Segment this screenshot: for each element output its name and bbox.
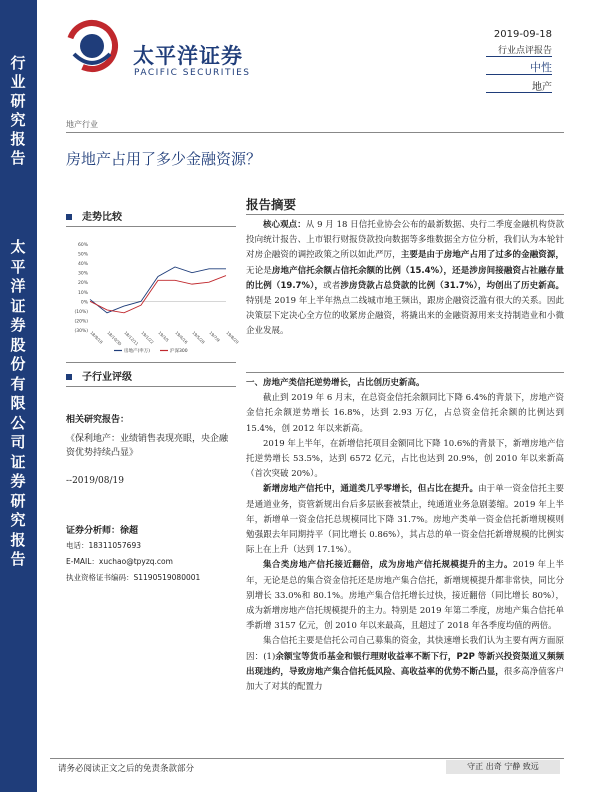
sidebar-band xyxy=(0,0,37,792)
brand-name-en: PACIFIC SECURITIES xyxy=(134,68,251,78)
section1-body xyxy=(246,376,564,695)
x-tick-label: 19/3/5 xyxy=(157,330,170,343)
x-tick-label: 19/1/22 xyxy=(140,330,155,345)
series-line xyxy=(90,267,226,313)
report-date: 2019-09-18 xyxy=(493,29,552,40)
footer-disclaimer: 请务必阅读正文之后的免责条款部分 xyxy=(58,764,195,774)
chart-divider xyxy=(66,362,236,363)
sidebar-label-report-type: 行业研究报告 xyxy=(10,54,26,167)
meta-divider xyxy=(486,92,552,93)
x-tick-label: 19/8/20 xyxy=(225,330,240,345)
related-report: 《保利地产：业绩销售表现亮眼，央企融资优势持续凸显》 xyxy=(66,434,229,458)
trend-heading: 走势比较 xyxy=(66,208,122,223)
industry-rating: 中性 xyxy=(530,61,552,74)
y-tick-label: (10%) xyxy=(74,309,88,315)
x-tick-label: 19/7/9 xyxy=(208,330,221,343)
x-tick-label: 19/5/28 xyxy=(191,330,206,345)
report-type: 行业点评报告 xyxy=(497,46,552,56)
y-tick-label: (30%) xyxy=(74,329,88,334)
section-divider xyxy=(246,372,564,373)
y-tick-label: 30% xyxy=(77,271,88,277)
section1-heading: 一、房地产类信托逆势增长，占比创历史新高。 xyxy=(246,378,425,388)
y-tick-label: 0% xyxy=(80,300,88,306)
analyst-license: 执业资格证书编码：S1190519080001 xyxy=(66,573,201,582)
y-tick-label: 20% xyxy=(77,281,88,287)
x-tick-label: 18/9/18 xyxy=(89,330,104,345)
brand-name-cn: 太平洋证券 xyxy=(133,44,243,68)
section1-paragraph: 2019 年上半年，在新增信托项目金额同比下降 10.6%的背景下，新增房地产信托逆势增长 53.5%，达到 6572 亿元，占比也达到 20.9%，创 2010 年以来新高（首次突破 20%）。 xyxy=(246,438,564,480)
legend-label: 房地产(申万) xyxy=(124,349,151,354)
y-tick-label: 60% xyxy=(77,243,88,248)
related-label: 相关研究报告： xyxy=(66,415,130,425)
sub-rating-divider xyxy=(66,386,236,387)
summary-divider xyxy=(246,214,564,215)
analyst-phone: 电话：18311057693 xyxy=(66,541,141,550)
sector-label: 地产 xyxy=(532,82,552,93)
analyst-email: E-MAIL：xuchao@tpyzq.com xyxy=(66,557,173,566)
header-divider xyxy=(66,132,564,133)
trend-divider xyxy=(66,226,236,227)
section1-paragraph: 截止到 2019 年 6 月末，在总资金信托余额同比下降 6.4%的背景下，房地产资金信托余额逆势增长 16.8%，达到 2.93 万亿，占总资金信托余额的比例达到 15.4%，创 2012 年以来新高。 xyxy=(246,393,564,434)
y-tick-label: (20%) xyxy=(74,319,88,325)
summary-paragraph: 核心观点：从 9 月 18 日信托业协会公布的最新数据、央行二季度金融机构贷款投向统计报告、上市银行财报贷款投向数据等多维数据全方位分析，我们认为本轮针对房企融资的调控政策之所以如此严厉，主要是由于房地产占用了过多的金融资源，无论是房地产信托余额占信托余额的比例（15.4%），还是涉房间接融资占社融存量的比例（19.7%），或者涉房贷款占总贷款的比例（31.7%），均创出了历史新高。特别是 2019 年上半年热点二线城市地王频出，跟房企融资泛滥有很大的关系。因此决策层下定决心全方位的收紧房企融资，将撬出来的金融资源用来支持制造业和小微企业发展。 xyxy=(246,220,564,337)
summary-heading: 报告摘要 xyxy=(246,197,297,212)
meta-divider xyxy=(486,56,552,57)
y-tick-label: 10% xyxy=(77,290,88,296)
sidebar-label-company: 太平洋证券股份有限公司证券研究报告 xyxy=(10,238,26,568)
section1-paragraph: 新增房地产信托中，通道类几乎零增长，但占比在提升。由于单一资金信托主要是通道业务，资管新规出台后多层嵌套被禁止，纯通道业务急剧萎缩。2019 年上半年，新增单一资金信托总规模同比下降 31.7%。房地产类单一资金信托新增规模则勉强跟去年同期持平（同比增长 0.86%），其占总的单一资金信托新增规模的比例实际上在上升（达到 17.1%）。 xyxy=(246,484,564,556)
related-report-date: --2019/08/19 xyxy=(66,476,124,486)
x-tick-label: 18/10/30 xyxy=(106,330,123,347)
section1-paragraph: 集合信托主要是信托公司自己募集的资金，其快速增长我们认为主要有两方面原因：(1)余额宝等货币基金和银行理财收益率不断下行，P2P 等新兴投资渠道又频频出现违约，导致房地产集合信托低风险、高收益率的优势不断凸显，很多高净值客户加大了对其的配置力 xyxy=(246,636,565,693)
bullet-square-icon xyxy=(66,214,72,220)
bullet-square-icon xyxy=(66,374,72,380)
x-tick-label: 18/12/11 xyxy=(123,330,140,347)
y-tick-label: 50% xyxy=(77,252,88,258)
pacific-logo-icon xyxy=(66,20,118,72)
legend-label: 沪深300 xyxy=(170,349,188,354)
analyst-name: 证券分析师：徐超 xyxy=(66,526,139,536)
meta-divider xyxy=(486,74,552,75)
trend-chart xyxy=(66,240,240,358)
sub-rating-heading: 子行业评级 xyxy=(66,368,132,383)
y-tick-label: 40% xyxy=(77,262,88,268)
x-tick-label: 19/4/16 xyxy=(174,330,189,345)
series-line xyxy=(90,276,226,313)
report-title: 房地产占用了多少金融资源？ xyxy=(66,150,262,168)
footer-divider xyxy=(50,758,564,759)
footer-motto: 守正 出奇 宁静 致远 xyxy=(446,760,560,774)
industry-tag: 地产行业 xyxy=(66,120,98,129)
section1-paragraph: 集合类房地产信托接近翻倍，成为房地产信托规模提升的主力。2019 年上半年，无论是总的集合资金信托还是房地产集合信托，新增规模提升都非常快，同比分别增长 33.0%和 80.1%。房地产集合信托增长过快，接近翻倍（同比增长 80%），成为新增房地产信托规模提升的主力。特别是 2019 年第二季度，房地产集合信托单季新增 3157 亿元，创 2010 年以来最高，且超过了 2018 年各季度均值的两倍。 xyxy=(246,560,564,632)
